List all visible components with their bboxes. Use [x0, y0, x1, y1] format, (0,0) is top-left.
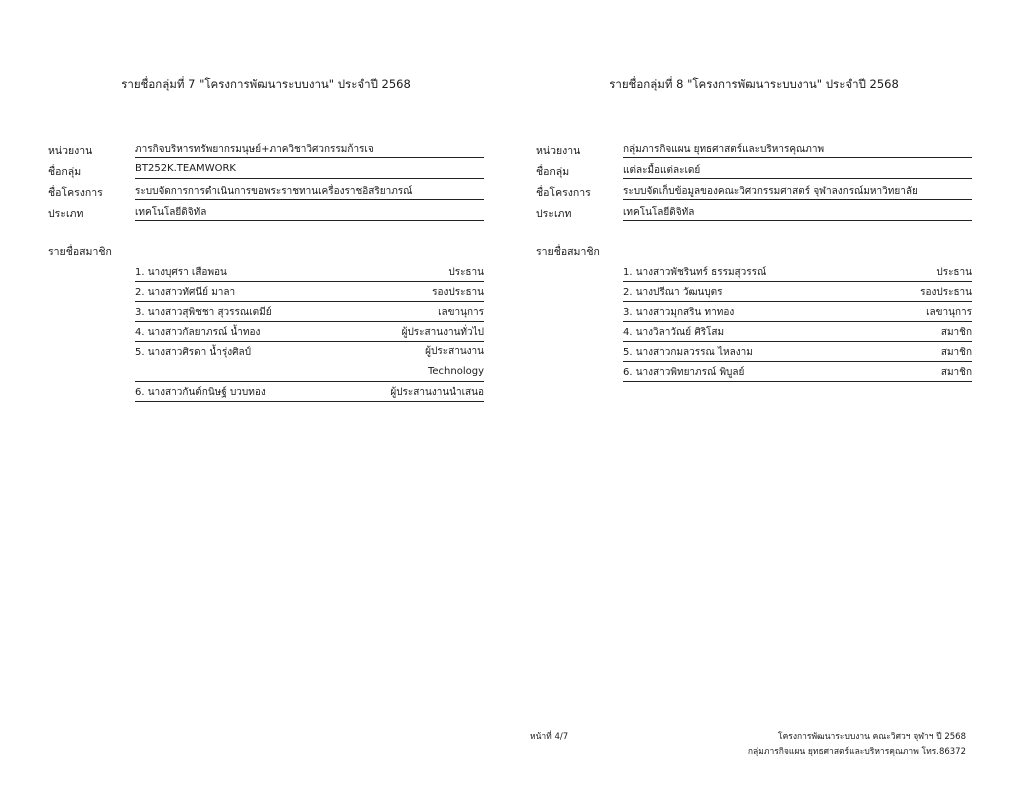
info-value: ภารกิจบริหารทรัพยากรมนุษย์+ภาควิชาวิศวกรรมก้ารเจ [135, 142, 484, 158]
info-label: ชื่อกลุ่ม [536, 166, 570, 178]
footer-project-line: โครงการพัฒนาระบบงาน คณะวิศวฯ จุฬาฯ ปี 2568 [778, 732, 966, 742]
member-name: 1. นางบุศรา เสือพอน [135, 267, 227, 278]
members-heading: รายชื่อสมาชิก [536, 246, 600, 258]
info-row-project-name [536, 180, 972, 201]
member-name: 1. นางสาวพัชรินทร์ ธรรมสุวรรณ์ [623, 267, 767, 278]
member-name: 2. นางปรีณา วัฒนบุตร [623, 287, 723, 298]
page-number: หน้าที่ 4/7 [530, 732, 569, 742]
member-row [135, 282, 484, 302]
info-value: เทคโนโลยีดิจิทัล [135, 205, 484, 221]
member-name: 4. นางสาวกัลยาภรณ์ น้ำทอง [135, 327, 261, 338]
member-row [623, 262, 972, 282]
info-row-type [536, 201, 972, 222]
info-label: ประเภท [48, 208, 84, 220]
info-label: ประเภท [536, 208, 572, 220]
info-value: ระบบจัดเก็บข้อมูลของคณะวิศวกรรมศาสตร์ จุฬาลงกรณ์มหาวิทยาลัย [623, 184, 972, 200]
member-role: สมาชิก [940, 347, 972, 358]
member-row [135, 302, 484, 322]
member-name: 5. นางสาวศิรดา น้ำรุ่งศิลป์ [135, 347, 251, 358]
footer-contact-line: กลุ่มภารกิจแผน ยุทธศาสตร์และบริหารคุณภาพ โทร.86372 [747, 747, 966, 757]
info-row-type [48, 201, 484, 222]
member-name: 4. นางวิลาวัณย์ ศิริโสม [623, 327, 725, 338]
member-row [623, 302, 972, 322]
member-role: ประธาน [936, 267, 972, 278]
member-row [623, 322, 972, 342]
member-row [135, 342, 484, 382]
member-row [623, 342, 972, 362]
info-label: ชื่อโครงการ [48, 187, 103, 199]
info-label: ชื่อโครงการ [536, 187, 591, 199]
info-value: ระบบจัดการการดำเนินการขอพระราชทานเครื่องราชอิสริยาภรณ์ [135, 184, 484, 200]
member-role: รองประธาน [432, 287, 484, 298]
group-title: รายชื่อกลุ่มที่ 7 "โครงการพัฒนาระบบงาน" ประจำปี 2568 [121, 77, 411, 91]
info-label: หน่วยงาน [48, 145, 93, 157]
member-name: 3. นางสาวสุพิชชา สุวรรณเตมีย์ [135, 307, 272, 318]
member-role-line: ผู้ประสานงาน [425, 346, 484, 357]
info-value: แต่ละมื้อแต่ละเดย์ [623, 163, 972, 179]
member-name: 6. นางสาวกันต์กนิษฐ์ บวบทอง [135, 387, 266, 398]
info-row-group-name [536, 159, 972, 180]
member-row [623, 362, 972, 382]
member-row [135, 382, 484, 402]
members-list [135, 262, 484, 402]
member-name: 5. นางสาวกมลวรรณ ไหลงาม [623, 347, 753, 358]
member-role: สมาชิก [940, 327, 972, 338]
info-row-department [536, 138, 972, 159]
member-role: ผู้ประสานงานนำเสนอ [390, 387, 484, 398]
members-list [623, 262, 972, 382]
info-value: เทคโนโลยีดิจิทัล [623, 205, 972, 221]
member-row [623, 282, 972, 302]
info-row-group-name [48, 159, 484, 180]
member-name: 6. นางสาวพิทยาภรณ์ พิบูลย์ [623, 367, 745, 378]
info-value: BT252K.TEAMWORK [135, 163, 484, 179]
info-label: หน่วยงาน [536, 145, 581, 157]
group-info [48, 138, 484, 222]
info-row-project-name [48, 180, 484, 201]
member-row [135, 322, 484, 342]
member-name: 3. นางสาวมุกสริน ทาทอง [623, 307, 735, 318]
info-value: กลุ่มภารกิจแผน ยุทธศาสตร์และบริหารคุณภาพ [623, 142, 972, 158]
group-title: รายชื่อกลุ่มที่ 8 "โครงการพัฒนาระบบงาน" ประจำปี 2568 [609, 77, 899, 91]
member-role [425, 342, 484, 382]
group-info [536, 138, 972, 222]
member-role: รองประธาน [920, 287, 972, 298]
member-role-line: Technology [427, 366, 484, 377]
info-row-department [48, 138, 484, 159]
member-role: ผู้ประสานงานทั่วไป [401, 327, 484, 338]
member-role: เลขานุการ [438, 307, 484, 318]
member-role: เลขานุการ [926, 307, 972, 318]
info-label: ชื่อกลุ่ม [48, 166, 82, 178]
member-name: 2. นางสาวทัศนีย์ มาลา [135, 287, 236, 298]
members-heading: รายชื่อสมาชิก [48, 246, 112, 258]
member-role: สมาชิก [940, 367, 972, 378]
member-role: ประธาน [448, 267, 484, 278]
member-row [135, 262, 484, 282]
